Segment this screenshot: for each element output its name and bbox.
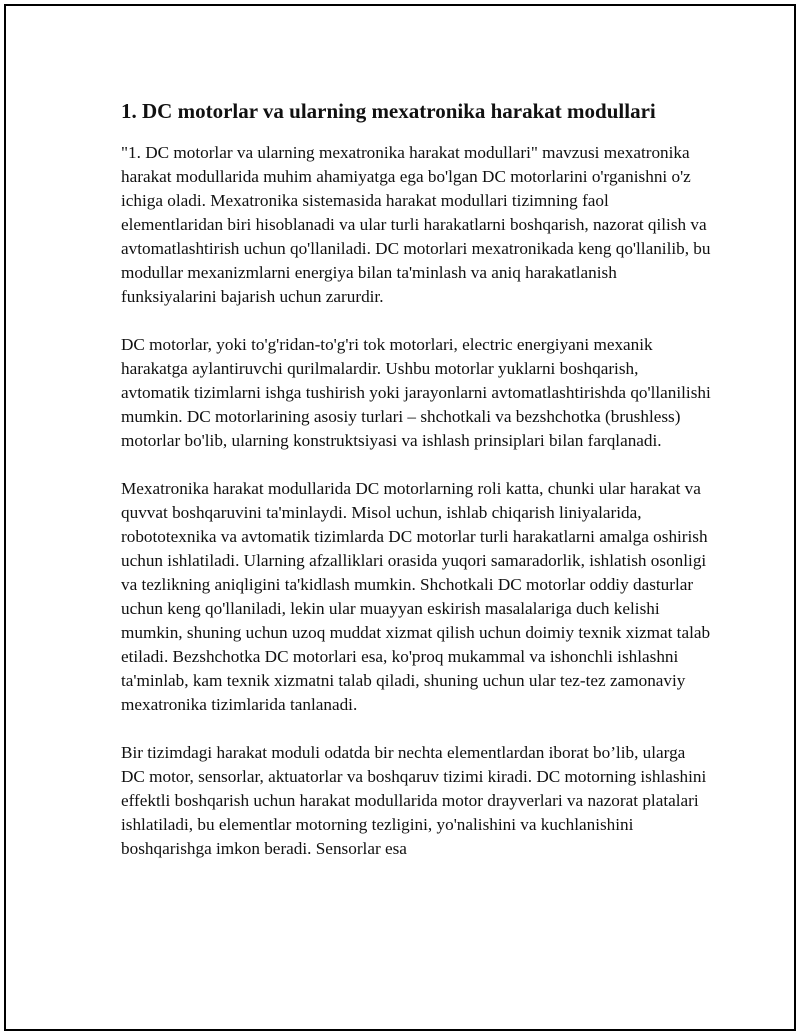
document-body (121, 98, 711, 885)
paragraph-3: Mexatronika harakat modullarida DC motorlarning roli katta, chunki ular harakat va quvvat boshqaruvini ta'minlaydi. Misol uchun, ishlab chiqarish liniyalarida, robototexnika va avtomatik tizimlarda DC motorlar turli harakatlarni amalga oshirish uchun ishlatiladi. Ularning afzalliklari orasida yuqori samaradorlik, ishlatish osonligi va tezlikning aniqligini ta'kidlash mumkin. Shchotkali DC motorlar oddiy dasturlar uchun keng qo'llaniladi, lekin ular muayyan eskirish masalalariga duch kelishi mumkin, shuning uchun uzoq muddat xizmat qilish uchun doimiy texnik xizmat talab etiladi. Bezshchotka DC motorlari esa, ko'proq mukammal va ishonchli ishlashni ta'minlab, kam texnik xizmatni talab qiladi, shuning uchun ular tez-tez zamonaviy mexatronika tizimlarida tanlanadi. (121, 479, 711, 714)
paragraph-4: Bir tizimdagi harakat moduli odatda bir nechta elementlardan iborat bo’lib, ularga DC motor, sensorlar, aktuatorlar va boshqaruv tizimi kiradi. DC motorning ishlashini effektli boshqarish uchun harakat modullarida motor drayverlari va nazorat platalari ishlatiladi, bu elementlar motorning tezligini, yo'nalishini va kuchlanishini boshqarishga imkon beradi. Sensorlar esa (121, 743, 707, 858)
paragraph-2: DC motorlar, yoki to'g'ridan-to'g'ri tok motorlari, electric energiyani mexanik harakatga aylantiruvchi qurilmalardir. Ushbu motorlar yuklarni boshqarish, avtomatik tizimlarni ishga tushirish yoki jarayonlarni avtomatlashtirishda qo'llanilishi mumkin. DC motorlarining asosiy turlari – shchotkali va bezshchotka (brushless) motorlar bo'lib, ularning konstruktsiyasi va ishlash prinsiplari bilan farqlanadi. (121, 335, 711, 450)
document-page (4, 4, 796, 1031)
paragraph-1: "1. DC motorlar va ularning mexatronika harakat modullari" mavzusi mexatronika harakat modullarida muhim ahamiyatga ega bo'lgan DC motorlarini o'rganishni o'z ichiga oladi. Mexatronika sistemasida harakat modullari tizimning faol elementlaridan biri hisoblanadi va ular turli harakatlarni boshqarish, nazorat qilish va avtomatlashtirish uchun qo'llaniladi. DC motorlari mexatronikada keng qo'llanilib, bu modullar mexanizmlarni energiya bilan ta'minlash va aniq harakatlanish funksiyalarini bajarish uchun zarurdir. (121, 143, 711, 306)
section-heading: 1. DC motorlar va ularning mexatronika harakat modullari (121, 99, 656, 123)
